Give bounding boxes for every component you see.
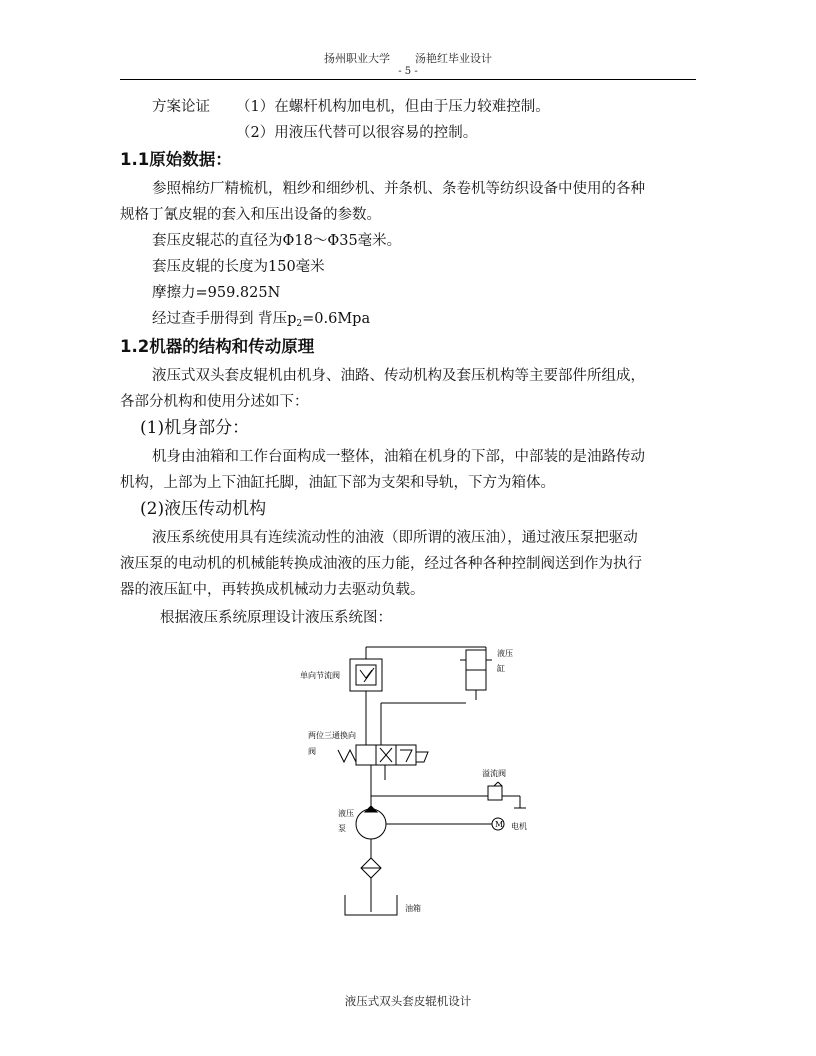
paragraph-line: 参照棉纺厂精梳机，粗纱和细纱机、并条机、条卷机等纺织设备中使用的各种 — [152, 181, 645, 197]
label-pump-2: 泵 — [338, 824, 346, 833]
paragraph-line: 根据液压系统原理设计液压系统图： — [160, 610, 392, 626]
page-number: - 5 - — [398, 66, 418, 77]
label-pump-1: 液压 — [338, 809, 354, 818]
section-heading-1-1: 1.1原始数据： — [120, 150, 232, 169]
check-throttle-valve-box — [356, 665, 376, 685]
paragraph-line: 液压泵的电动机的机械能转换成油液的压力能，经过各种各种控制阀送到作为执行 — [120, 556, 642, 572]
check-throttle-valve-outline — [350, 659, 382, 691]
back-pressure-value: =0.6Mpa — [302, 311, 371, 327]
paragraph-line: 各部分机构和使用分述如下： — [120, 394, 309, 410]
label-tank: 油箱 — [405, 904, 421, 913]
label-dir-valve-2: 阀 — [308, 747, 316, 756]
scheme-item-2: （2）用液压代替可以很容易的控制。 — [236, 125, 478, 141]
paragraph-line: 机身由油箱和工作台面构成一整体，油箱在机身的下部，中部装的是油路传动 — [152, 449, 645, 465]
paragraph-line: 摩擦力=959.825N — [152, 285, 281, 301]
label-check-valve: 单向节流阀 — [300, 671, 340, 680]
svg-text:M: M — [495, 820, 504, 829]
label-dir-valve-1: 两位三通换向 — [308, 731, 356, 740]
paragraph-line: 液压式双头套皮辊机由机身、油路、传动机构及套压机构等主要部件所组成， — [152, 368, 645, 384]
scheme-label: 方案论证 — [152, 99, 210, 115]
paragraph-line: 套压皮辊芯的直径为Φ18～Φ35毫米。 — [152, 233, 402, 249]
section-heading-1-2: 1.2机器的结构和传动原理 — [120, 337, 315, 356]
label-relief-valve: 溢流阀 — [482, 769, 506, 778]
label-cylinder-1: 液压 — [497, 649, 513, 658]
paragraph-line: 套压皮辊的长度为150毫米 — [152, 259, 325, 275]
header-school: 扬州职业大学 — [324, 52, 390, 65]
pump-symbol — [356, 809, 386, 839]
page-footer: 液压式双头套皮辊机设计 — [344, 994, 472, 1008]
label-motor: 电机 — [511, 822, 527, 831]
subheading-hydraulic: (2)液压传动机构 — [140, 499, 267, 519]
label-cylinder-2: 缸 — [497, 664, 505, 673]
subheading-body: (1)机身部分： — [140, 418, 250, 438]
paragraph-line: 规格丁氰皮辊的套入和压出设备的参数。 — [120, 207, 381, 223]
back-pressure-text: 经过查手册得到 背压p — [152, 311, 297, 327]
scheme-item-1: （1）在螺杆机构加电机，但由于压力较难控制。 — [236, 99, 550, 115]
paragraph-line: 机构，上部为上下油缸托脚，油缸下部为支架和导轨，下方为箱体。 — [120, 475, 555, 491]
paragraph-line: 液压系统使用具有连续流动性的油液（即所谓的液压油），通过液压泵把驱动 — [152, 530, 638, 546]
header-author: 汤艳红毕业设计 — [415, 52, 492, 65]
paragraph-line: 器的液压缸中，再转换成机械动力去驱动负载。 — [120, 582, 425, 598]
back-pressure-subscript: 2 — [296, 319, 303, 329]
